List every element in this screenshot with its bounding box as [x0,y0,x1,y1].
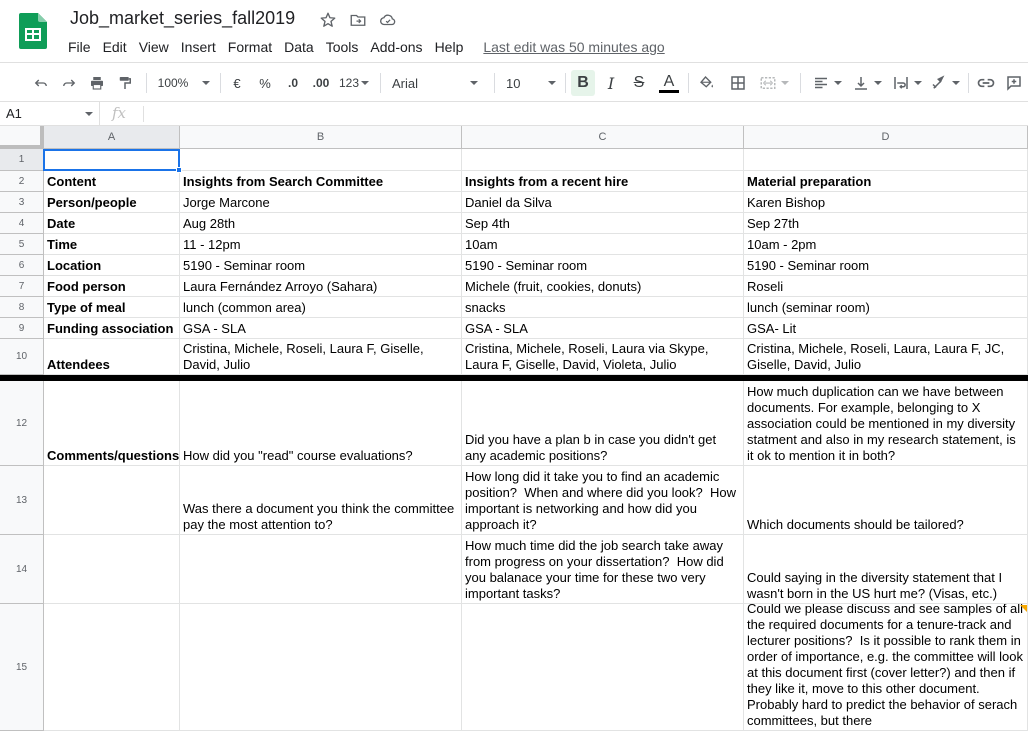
insert-link-icon[interactable] [975,70,997,96]
cell-a12[interactable]: Comments/questions [44,381,180,466]
menu-add-ons[interactable]: Add-ons [370,39,423,55]
row-header[interactable]: 10 [0,339,44,375]
font-size-value: 10 [506,75,521,91]
decrease-decimal-button[interactable]: .0 [287,76,298,90]
cell-a3[interactable]: Person/people [44,192,180,213]
column-header-d[interactable]: D [744,126,1028,148]
sheets-logo-icon[interactable] [19,13,47,49]
row-header[interactable]: 13 [0,466,44,535]
borders-icon[interactable] [727,70,749,96]
cell-a9[interactable]: Funding association [44,318,180,339]
cell-d14[interactable]: Could saying in the diversity statement that I wasn't born in the US hurt me? (Visas, etc.) [744,535,1028,604]
undo-icon[interactable] [30,70,52,96]
cell-b14[interactable] [180,535,462,604]
cell-d10[interactable]: Cristina, Michele, Roseli, Laura, Laura F, JC, Giselle, David, Julio [744,339,1028,375]
menu-help[interactable]: Help [434,39,464,55]
menu-tools[interactable]: Tools [325,39,359,55]
cell-c5[interactable]: 10am [462,234,744,255]
more-formats-label: 123 [338,76,360,90]
cell-a6[interactable]: Location [44,255,180,276]
font-size-select[interactable] [506,70,560,96]
cell-d9[interactable]: GSA- Lit [744,318,1028,339]
name-box[interactable] [0,102,100,126]
vertical-align-icon[interactable] [850,70,884,96]
cell-c4[interactable]: Sep 4th [462,213,744,234]
cell-d7[interactable]: Roseli [744,276,1028,297]
text-rotation-icon[interactable] [928,70,962,96]
row-header[interactable]: 5 [0,234,44,255]
cell-c8[interactable]: snacks [462,297,744,318]
cell-d15[interactable]: Could we please discuss and see samples of all the required documents for a tenure-track and lecturer positions? Is it possible to rank them in order of importance, e.g. the committee will look at this document first (cover letter?) and then if they like it, move to this other document. Probably hard to predict the behavior of serach committees, but there [744,604,1028,731]
row-header[interactable]: 9 [0,318,44,339]
text-color-bar [659,90,679,93]
cell-a4[interactable]: Date [44,213,180,234]
selected-cell-outline [43,149,180,171]
print-icon[interactable] [86,70,108,96]
cell-a15[interactable] [44,604,180,731]
cell-c13[interactable]: How long did it take you to find an academic position? When and where did you look? How important is networking and how did you approach it? [462,466,744,535]
cell-b8[interactable]: lunch (common area) [180,297,462,318]
menu-insert[interactable]: Insert [180,39,216,55]
menu-view[interactable]: View [138,39,169,55]
cell-a14[interactable] [44,535,180,604]
menu-edit[interactable]: Edit [102,39,127,55]
toolbar [0,62,1028,102]
cell-b4[interactable]: Aug 28th [180,213,462,234]
currency-format-button[interactable]: € [233,75,241,91]
row-header[interactable]: 8 [0,297,44,318]
horizontal-align-icon[interactable] [810,70,844,96]
menu-bar [62,38,671,56]
column-headers [0,126,1028,149]
italic-button[interactable]: I [607,73,615,93]
zoom-select[interactable] [156,70,212,96]
menu-data[interactable]: Data [284,39,314,55]
move-to-folder-icon[interactable] [348,10,368,30]
redo-icon[interactable] [58,70,80,96]
cell-c2[interactable]: Insights from a recent hire [462,171,744,192]
cell-a8[interactable]: Type of meal [44,297,180,318]
cell-c3[interactable]: Daniel da Silva [462,192,744,213]
cell-c15[interactable] [462,604,744,731]
font-family-value: Arial [392,75,419,91]
cell-d2[interactable]: Material preparation [744,171,1028,192]
cell-b7[interactable]: Laura Fernández Arroyo (Sahara) [180,276,462,297]
percent-format-button[interactable]: % [259,75,271,91]
cell-c7[interactable]: Michele (fruit, cookies, donuts) [462,276,744,297]
cell-d1[interactable] [744,149,1028,171]
row-header[interactable]: 3 [0,192,44,213]
column-header-b[interactable]: B [180,126,462,148]
row-header[interactable]: 14 [0,535,44,604]
cell-c12[interactable]: Did you have a plan b in case you didn't get any academic positions? [462,381,744,466]
merge-cells-icon[interactable] [756,70,792,96]
cell-d3[interactable]: Karen Bishop [744,192,1028,213]
row-header[interactable]: 12 [0,381,44,466]
formula-bar [0,102,1028,126]
cell-d13[interactable]: Which documents should be tailored? [744,466,1028,535]
cell-a10[interactable]: Attendees [44,339,180,375]
text-wrapping-icon[interactable] [890,70,924,96]
cell-b9[interactable]: GSA - SLA [180,318,462,339]
cell-b15[interactable] [180,604,462,731]
fill-color-icon[interactable] [696,70,718,96]
fx-icon: fx [112,104,127,122]
cell-b10[interactable]: Cristina, Michele, Roseli, Laura F, Giselle, David, Julio [180,339,462,375]
title-bar [0,0,1028,62]
cell-a13[interactable] [44,466,180,535]
cell-a2[interactable]: Content [44,171,180,192]
row-header[interactable]: 2 [0,171,44,192]
cell-c1[interactable] [462,149,744,171]
paint-format-icon[interactable] [114,70,136,96]
row-header[interactable]: 15 [0,604,44,731]
cell-b6[interactable]: 5190 - Seminar room [180,255,462,276]
increase-decimal-button[interactable]: .00 [312,76,330,90]
text-color-button[interactable] [658,70,680,96]
row-header[interactable]: 6 [0,255,44,276]
cell-d4[interactable]: Sep 27th [744,213,1028,234]
cell-b1[interactable] [180,149,462,171]
cell-c9[interactable]: GSA - SLA [462,318,744,339]
row-header[interactable]: 4 [0,213,44,234]
frozen-row-divider[interactable] [0,375,1028,381]
fill-handle[interactable] [176,167,182,173]
more-formats-select[interactable] [337,70,371,96]
cell-b2[interactable]: Insights from Search Committee [180,171,462,192]
zoom-value: 100% [157,76,189,90]
insert-comment-icon[interactable] [1003,70,1025,96]
cell-reference: A1 [6,106,22,121]
bold-button[interactable]: B [571,70,595,96]
row-header[interactable]: 1 [0,149,44,171]
last-edit-link[interactable]: Last edit was 50 minutes ago [483,39,665,55]
star-icon[interactable] [318,10,338,30]
cell-a7[interactable]: Food person [44,276,180,297]
strikethrough-button[interactable]: S [633,74,645,91]
row-header[interactable]: 7 [0,276,44,297]
cell-b13[interactable]: Was there a document you think the committee pay the most attention to? [180,466,462,535]
menu-format[interactable]: Format [227,39,273,55]
cell-b3[interactable]: Jorge Marcone [180,192,462,213]
cell-c10[interactable]: Cristina, Michele, Roseli, Laura via Skype, Laura F, Giselle, David, Violeta, Julio [462,339,744,375]
cell-c14[interactable]: How much time did the job search take away from progress on your dissertation? How did you balanace your time for these two very important tasks? [462,535,744,604]
cell-b5[interactable]: 11 - 12pm [180,234,462,255]
cell-d8[interactable]: lunch (seminar room) [744,297,1028,318]
cell-note-indicator[interactable] [1020,605,1027,612]
cell-b12[interactable]: How did you "read" course evaluations? [180,381,462,466]
document-title[interactable]: Job_market_series_fall2019 [70,8,296,28]
text-color-letter: A [663,72,675,90]
menu-file[interactable]: File [68,39,91,55]
cloud-status-icon[interactable] [378,10,398,30]
cell-c6[interactable]: 5190 - Seminar room [462,255,744,276]
cell-d12[interactable]: How much duplication can we have between documents. For example, belonging to X association could be mentioned in my diversity statment and also in my research statement, is it ok to mention it in both? [744,381,1028,466]
font-family-select[interactable] [392,70,484,96]
formula-input[interactable] [150,102,1020,126]
cell-a5[interactable]: Time [44,234,180,255]
cell-d5[interactable]: 10am - 2pm [744,234,1028,255]
cell-d6[interactable]: 5190 - Seminar room [744,255,1028,276]
column-header-c[interactable]: C [462,126,744,148]
select-all-corner[interactable] [0,126,44,149]
column-header-a[interactable]: A [44,126,180,148]
